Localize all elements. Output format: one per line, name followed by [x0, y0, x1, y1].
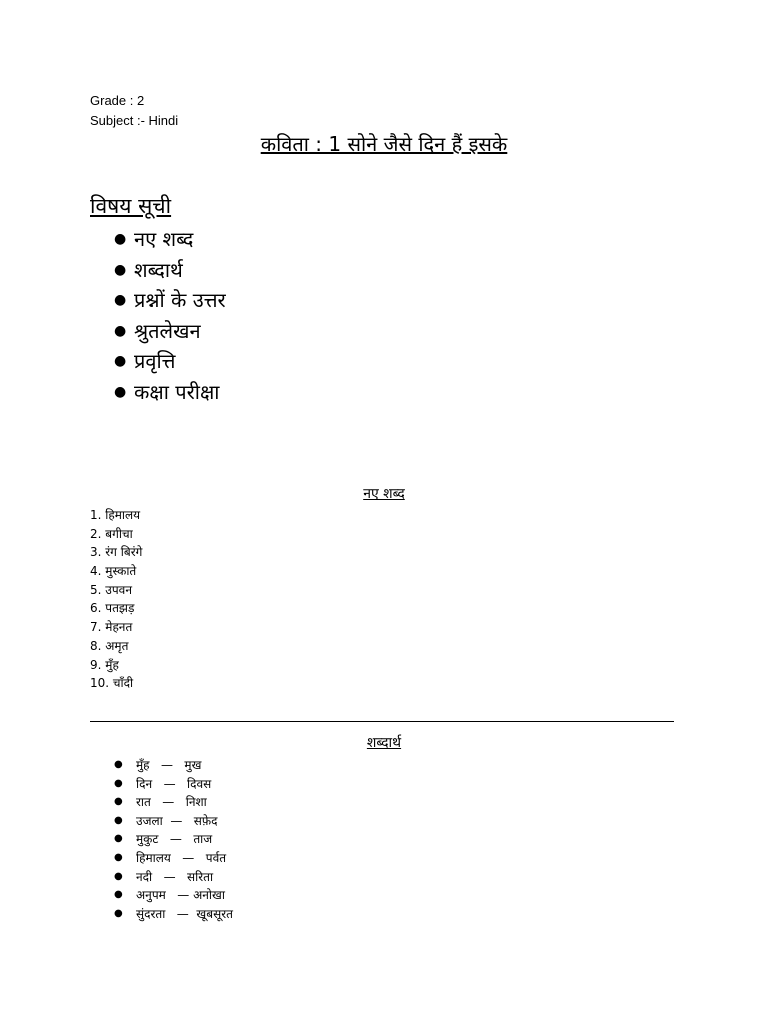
list-item: 7. मेहनत — [90, 620, 133, 635]
toc-item-label: प्रवृत्ति — [134, 349, 176, 373]
toc-item — [114, 377, 226, 408]
list-item — [114, 868, 233, 887]
toc-heading-text: विषय सूची — [90, 194, 172, 218]
bullet-icon: ● — [114, 870, 123, 882]
toc-list — [114, 224, 226, 407]
meaning-pair: मुकुट — ताज — [136, 832, 213, 847]
grade-label: Grade : 2 — [90, 93, 145, 108]
toc-item-label: कक्षा परीक्षा — [134, 379, 220, 404]
meaning-pair: मुँह — मुख — [136, 758, 202, 772]
list-item: 10. चाँदी — [90, 676, 134, 691]
list-item — [114, 775, 233, 794]
toc-item-label: श्रुतलेखन — [134, 318, 201, 343]
toc-item — [114, 316, 226, 347]
list-item: 4. मुस्काते — [90, 564, 137, 579]
list-item — [114, 849, 233, 868]
meaning-pair: अनुपम — अनोखा — [136, 888, 225, 903]
bullet-icon: ● — [114, 759, 123, 770]
toc-item-label: प्रश्नों के उत्तर — [134, 288, 226, 312]
toc-item-label: नए शब्द — [134, 227, 194, 251]
list-item: 3. रंग बिरंगे — [90, 545, 143, 560]
list-item — [114, 812, 233, 831]
meaning-pair: नदी — सरिता — [136, 869, 214, 884]
toc-heading — [90, 192, 171, 220]
bullet-icon: ● — [114, 383, 127, 400]
list-item — [114, 886, 233, 905]
toc-item-label: शब्दार्थ — [134, 257, 183, 282]
meanings-list — [114, 756, 233, 923]
meaning-pair: सुंदरता — खूबसूरत — [136, 906, 233, 921]
new-words-heading — [0, 484, 768, 504]
list-item — [114, 830, 233, 849]
toc-item — [114, 224, 226, 255]
horizontal-divider — [90, 721, 674, 722]
list-item: 5. उपवन — [90, 582, 132, 597]
new-words-list — [90, 506, 142, 693]
toc-item — [114, 346, 226, 377]
document-title-text: कविता : 1 सोने जैसे दिन हैं इसके — [260, 132, 508, 156]
toc-item — [114, 285, 226, 316]
toc-item — [114, 255, 226, 286]
bullet-icon: ● — [114, 814, 123, 826]
list-item: 9. मुँह — [90, 657, 119, 672]
meaning-pair: उजला — सफ़ेद — [136, 813, 218, 828]
meanings-heading — [0, 733, 768, 753]
document-title — [0, 130, 768, 158]
list-item — [114, 905, 233, 924]
list-item — [114, 756, 233, 775]
bullet-icon: ● — [114, 796, 123, 808]
bullet-icon: ● — [114, 322, 127, 339]
bullet-icon: ● — [114, 292, 127, 308]
subject-label: Subject :- Hindi — [90, 113, 179, 128]
new-words-heading-text: नए शब्द — [363, 486, 405, 502]
list-item: 1. हिमालय — [90, 508, 141, 522]
meaning-pair: रात — निशा — [136, 795, 207, 810]
list-item: 8. अमृत — [90, 638, 129, 653]
meaning-pair: हिमालय — पर्वत — [136, 850, 227, 865]
bullet-icon: ● — [114, 889, 123, 901]
meaning-pair: दिन — दिवस — [136, 776, 212, 791]
bullet-icon: ● — [114, 907, 123, 919]
bullet-icon: ● — [114, 851, 123, 863]
list-item: 2. बगीचा — [90, 526, 133, 541]
meanings-heading-text: शब्दार्थ — [366, 735, 402, 751]
bullet-icon: ● — [114, 833, 123, 845]
list-item: 6. पतझड़ — [90, 601, 135, 616]
bullet-icon: ● — [114, 261, 127, 278]
bullet-icon: ● — [114, 777, 123, 789]
bullet-icon: ● — [114, 353, 127, 369]
bullet-icon: ● — [114, 231, 127, 247]
list-item — [114, 793, 233, 812]
